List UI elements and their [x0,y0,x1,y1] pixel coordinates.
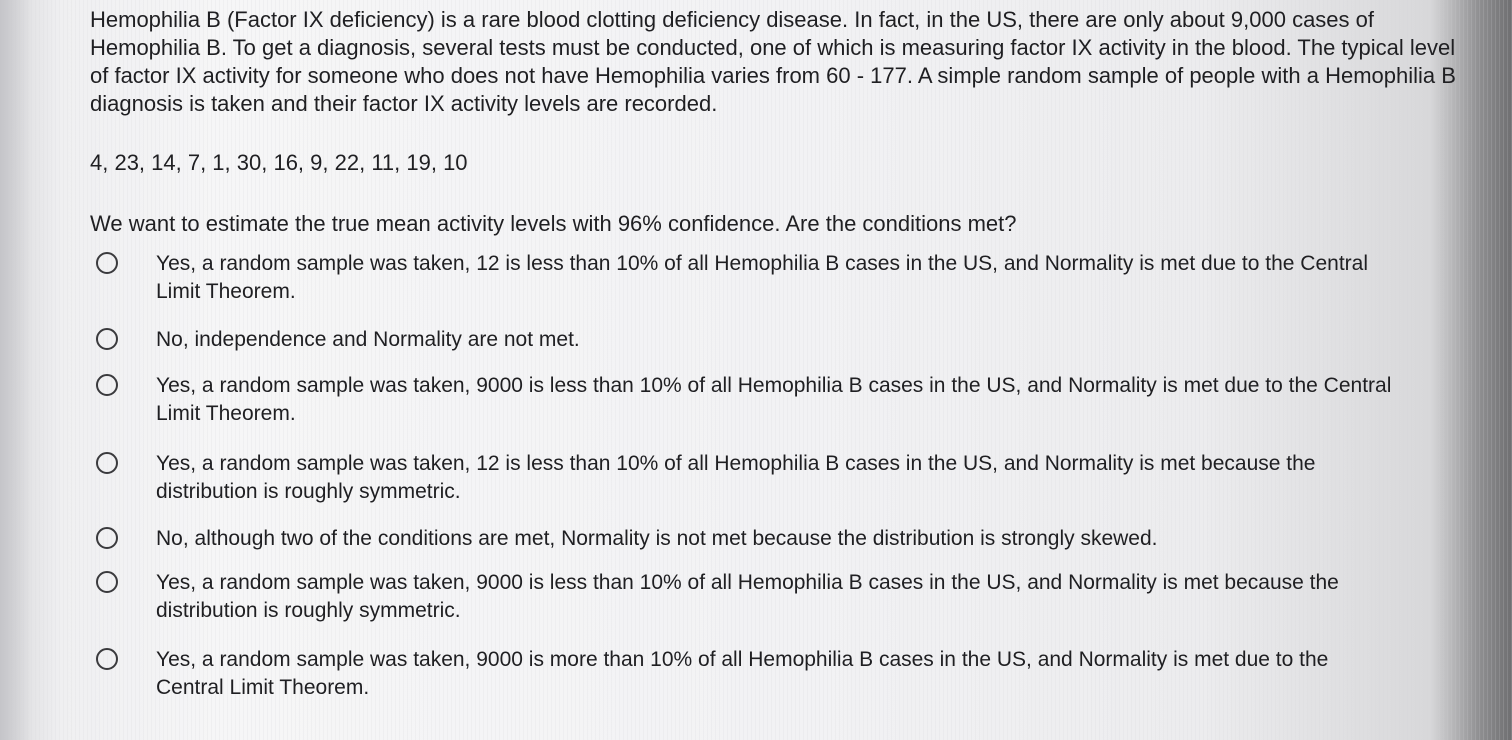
radio-button-icon[interactable] [96,452,118,474]
answer-option-1[interactable] [96,250,1396,306]
answer-option-label: Yes, a random sample was taken, 9000 is more than 10% of all Hemophilia B cases in the US, and Normality is met due to the Central Limit Theorem. [156,648,1329,699]
answer-option-7[interactable] [96,646,1396,702]
answer-option-label: Yes, a random sample was taken, 12 is less than 10% of all Hemophilia B cases in the US, and Normality is met due to the Central Limit Theorem. [156,252,1369,303]
data-values: 4, 23, 14, 7, 1, 30, 16, 9, 22, 11, 19, 10 [90,150,468,175]
question-prompt: We want to estimate the true mean activity levels with 96% confidence. Are the conditions met? [90,211,1017,236]
answer-option-6[interactable] [96,569,1396,625]
radio-button-icon[interactable] [96,374,118,396]
answer-option-5[interactable] [96,525,1396,553]
radio-button-icon[interactable] [96,252,118,274]
answer-option-2[interactable] [96,326,1396,354]
answer-option-label: Yes, a random sample was taken, 9000 is less than 10% of all Hemophilia B cases in the US, and Normality is met due to the Central Limit Theorem. [156,374,1392,425]
answer-option-label: No, although two of the conditions are met, Normality is not met because the distribution is strongly skewed. [156,527,1158,550]
radio-button-icon[interactable] [96,527,118,549]
answer-option-label: Yes, a random sample was taken, 9000 is less than 10% of all Hemophilia B cases in the US, and Normality is met because the distribution is roughly symmetric. [156,571,1339,622]
radio-button-icon[interactable] [96,328,118,350]
answer-option-4[interactable] [96,450,1396,506]
answer-option-label: Yes, a random sample was taken, 12 is less than 10% of all Hemophilia B cases in the US, and Normality is met because the distribution is roughly symmetric. [156,452,1316,503]
radio-button-icon[interactable] [96,571,118,593]
question-intro: Hemophilia B (Factor IX deficiency) is a rare blood clotting deficiency disease. In fact, in the US, there are only about 9,000 cases of Hemophilia B. To get a diagnosis, several tests must be conducted, one of which is measuring factor IX activity in the blood. The typical level of factor IX activity for someone who does not have Hemophilia varies from 60 - 177. A simple random sample of people with a Hemophilia B diagnosis is taken and their factor IX activity levels are recorded. [90,7,1456,116]
radio-button-icon[interactable] [96,648,118,670]
answer-option-3[interactable] [96,372,1396,428]
answer-option-label: No, independence and Normality are not met. [156,328,580,351]
question-text [90,6,1460,118]
left-edge-shadow [0,0,32,740]
